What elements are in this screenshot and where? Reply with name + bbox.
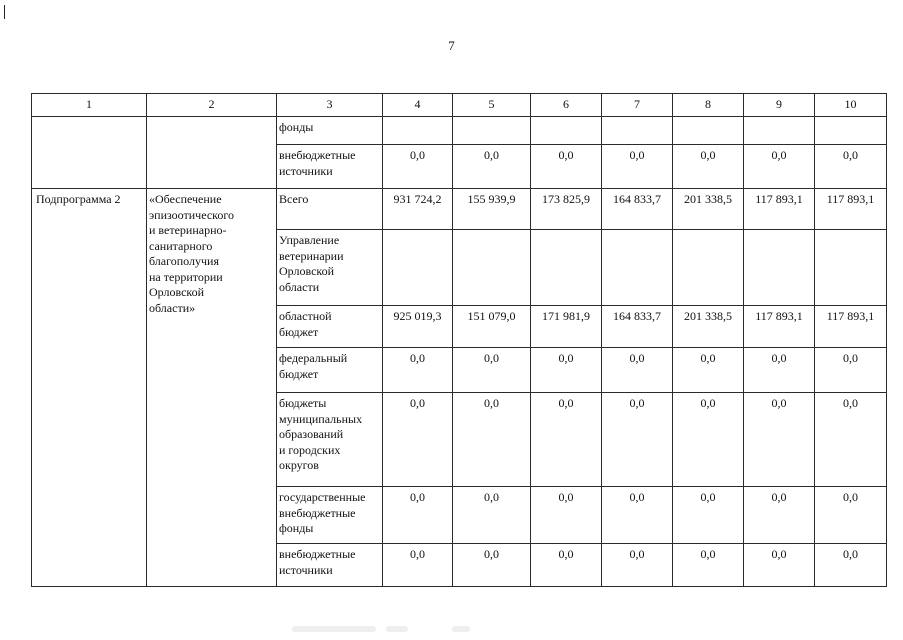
value-cell: 117 893,1 bbox=[743, 188, 815, 230]
value-cell: 0,0 bbox=[601, 543, 673, 587]
value-cell bbox=[814, 116, 887, 145]
funding-source-cell: внебюджетные источники bbox=[276, 543, 383, 587]
value-cell bbox=[743, 116, 815, 145]
column-header-5: 5 bbox=[452, 93, 531, 117]
value-cell: 155 939,9 bbox=[452, 188, 531, 230]
value-cell: 925 019,3 bbox=[382, 305, 453, 348]
value-cell bbox=[814, 229, 887, 306]
value-cell: 0,0 bbox=[452, 392, 531, 487]
value-cell: 0,0 bbox=[814, 144, 887, 189]
value-cell: 0,0 bbox=[382, 347, 453, 393]
scan-artifact bbox=[386, 626, 408, 632]
value-cell: 117 893,1 bbox=[814, 188, 887, 230]
value-cell: 173 825,9 bbox=[530, 188, 602, 230]
funding-source-cell: фонды bbox=[276, 116, 383, 145]
value-cell: 0,0 bbox=[530, 392, 602, 487]
value-cell bbox=[382, 116, 453, 145]
value-cell: 171 981,9 bbox=[530, 305, 602, 348]
column-header-10: 10 bbox=[814, 93, 887, 117]
value-cell bbox=[601, 116, 673, 145]
value-cell bbox=[601, 229, 673, 306]
value-cell: 0,0 bbox=[672, 543, 744, 587]
value-cell bbox=[743, 229, 815, 306]
funding-source-cell: областной бюджет bbox=[276, 305, 383, 348]
value-cell: 0,0 bbox=[530, 347, 602, 393]
value-cell: 0,0 bbox=[743, 347, 815, 393]
value-cell: 0,0 bbox=[743, 392, 815, 487]
value-cell: 0,0 bbox=[601, 392, 673, 487]
value-cell: 0,0 bbox=[601, 486, 673, 544]
value-cell bbox=[672, 229, 744, 306]
funding-source-cell: внебюджетные источники bbox=[276, 144, 383, 189]
column-header-1: 1 bbox=[31, 93, 147, 117]
value-cell: 931 724,2 bbox=[382, 188, 453, 230]
value-cell: 0,0 bbox=[672, 392, 744, 487]
value-cell: 0,0 bbox=[530, 144, 602, 189]
scan-mark bbox=[4, 5, 5, 19]
value-cell: 0,0 bbox=[814, 392, 887, 487]
column-header-6: 6 bbox=[530, 93, 602, 117]
funding-source-cell: государственные внебюджетные фонды bbox=[276, 486, 383, 544]
funding-source-cell: Всего bbox=[276, 188, 383, 230]
column-header-9: 9 bbox=[743, 93, 815, 117]
value-cell: 0,0 bbox=[743, 144, 815, 189]
column-header-7: 7 bbox=[601, 93, 673, 117]
value-cell bbox=[452, 116, 531, 145]
funding-source-cell: Управление ветеринарии Орловской области bbox=[276, 229, 383, 306]
value-cell: 0,0 bbox=[382, 144, 453, 189]
value-cell: 151 079,0 bbox=[452, 305, 531, 348]
value-cell: 0,0 bbox=[452, 347, 531, 393]
value-cell bbox=[530, 116, 602, 145]
value-cell: 0,0 bbox=[672, 144, 744, 189]
value-cell: 0,0 bbox=[601, 144, 673, 189]
value-cell bbox=[382, 229, 453, 306]
column-header-8: 8 bbox=[672, 93, 744, 117]
subprogram-name-cell: «Обеспечение эпизоотического и ветеринарно- санитарного благополучия на территории Орловской области» bbox=[146, 188, 277, 587]
value-cell: 0,0 bbox=[672, 486, 744, 544]
value-cell: 0,0 bbox=[814, 347, 887, 393]
scan-artifact bbox=[292, 626, 376, 632]
continuation-blank-cell bbox=[31, 116, 147, 189]
value-cell: 0,0 bbox=[530, 486, 602, 544]
value-cell: 0,0 bbox=[743, 543, 815, 587]
scan-artifact bbox=[452, 626, 470, 632]
value-cell: 0,0 bbox=[743, 486, 815, 544]
value-cell bbox=[530, 229, 602, 306]
value-cell: 201 338,5 bbox=[672, 188, 744, 230]
column-header-3: 3 bbox=[276, 93, 383, 117]
value-cell: 117 893,1 bbox=[743, 305, 815, 348]
value-cell: 0,0 bbox=[814, 486, 887, 544]
value-cell: 0,0 bbox=[382, 392, 453, 487]
column-header-4: 4 bbox=[382, 93, 453, 117]
value-cell: 0,0 bbox=[601, 347, 673, 393]
value-cell: 0,0 bbox=[452, 486, 531, 544]
value-cell: 0,0 bbox=[452, 543, 531, 587]
value-cell: 0,0 bbox=[672, 347, 744, 393]
value-cell: 0,0 bbox=[382, 486, 453, 544]
subprogram-label-cell: Подпрограмма 2 bbox=[31, 188, 147, 587]
funding-source-cell: бюджеты муниципальных образований и городских округов bbox=[276, 392, 383, 487]
value-cell: 0,0 bbox=[530, 543, 602, 587]
value-cell: 164 833,7 bbox=[601, 305, 673, 348]
value-cell: 117 893,1 bbox=[814, 305, 887, 348]
funding-source-cell: федеральный бюджет bbox=[276, 347, 383, 393]
value-cell: 0,0 bbox=[382, 543, 453, 587]
column-header-2: 2 bbox=[146, 93, 277, 117]
value-cell bbox=[672, 116, 744, 145]
page-number: 7 bbox=[448, 38, 455, 53]
value-cell: 201 338,5 bbox=[672, 305, 744, 348]
value-cell: 0,0 bbox=[452, 144, 531, 189]
continuation-blank-cell bbox=[146, 116, 277, 189]
value-cell bbox=[452, 229, 531, 306]
value-cell: 164 833,7 bbox=[601, 188, 673, 230]
value-cell: 0,0 bbox=[814, 543, 887, 587]
